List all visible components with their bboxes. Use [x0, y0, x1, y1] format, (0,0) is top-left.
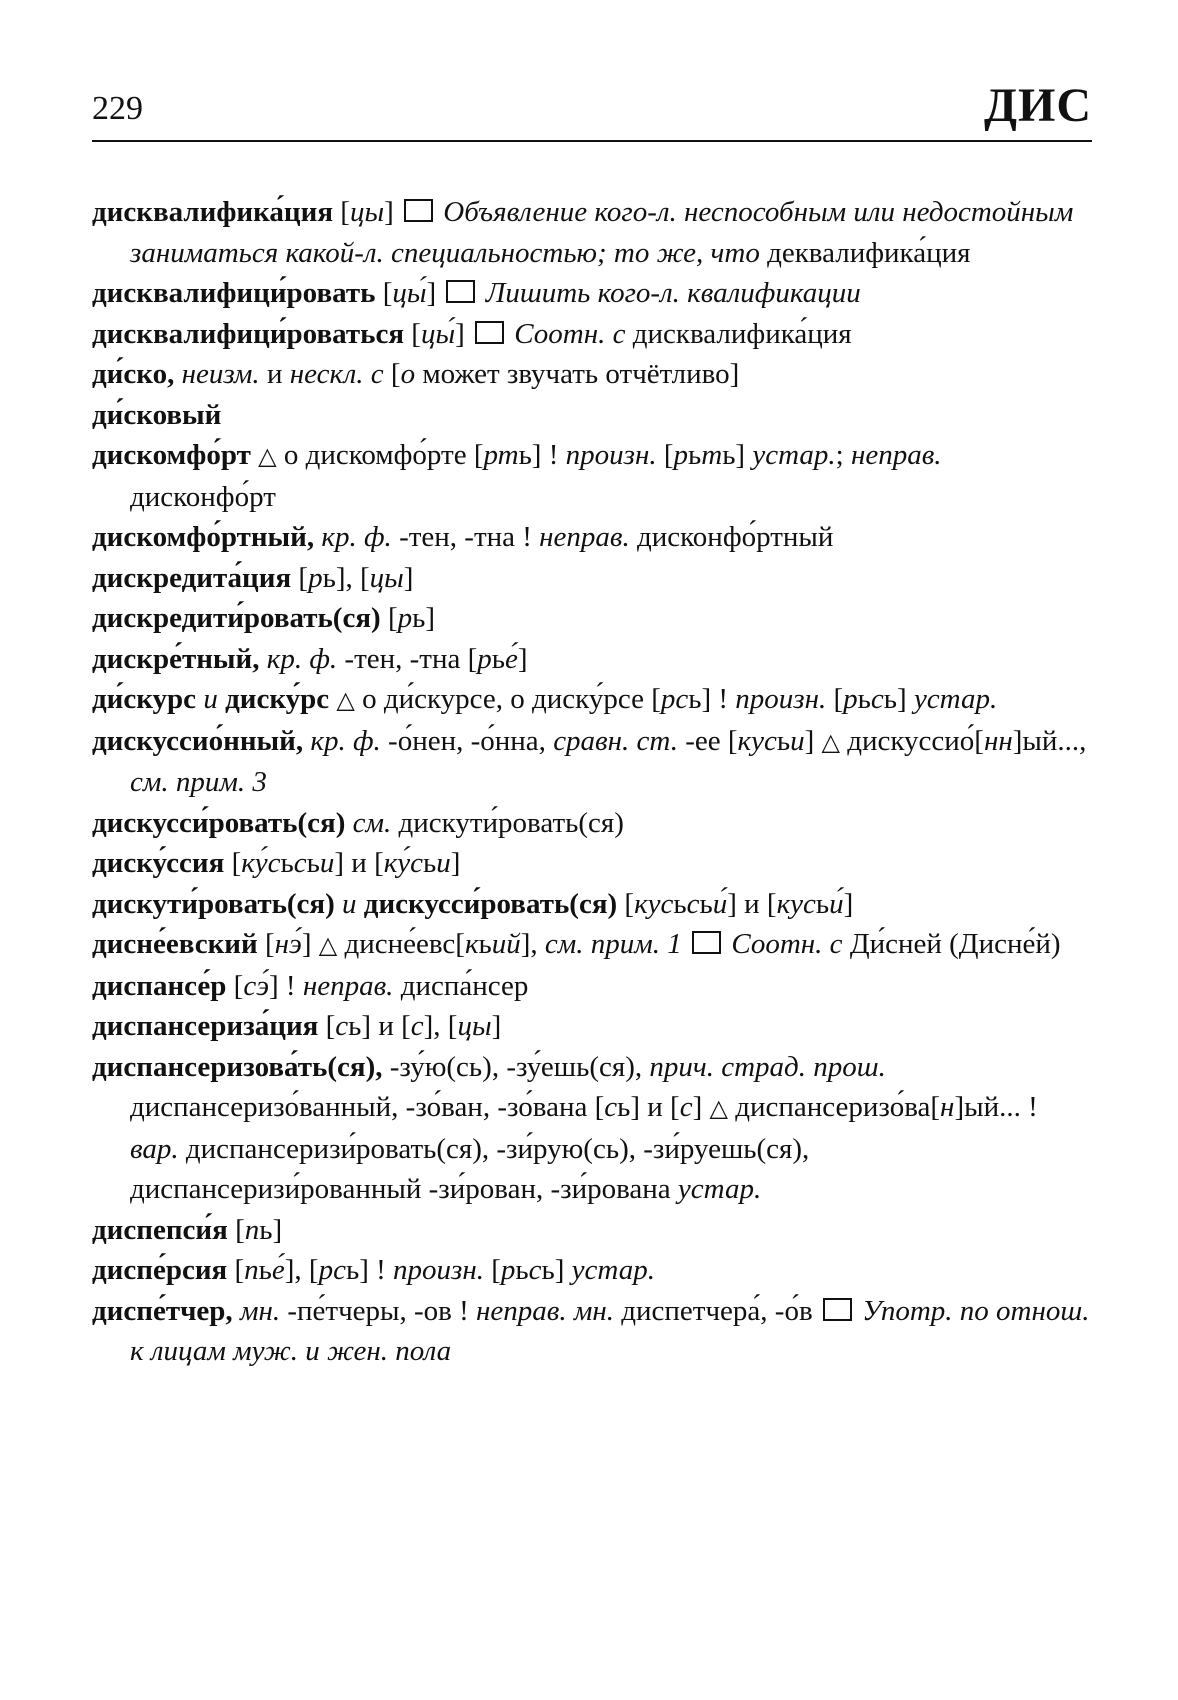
- italic-note: с: [686, 887, 700, 920]
- italic-note: рт: [483, 439, 519, 471]
- headword: диспансериза́ция: [92, 1010, 319, 1042]
- square-icon: [823, 1298, 852, 1321]
- entry-text: [: [617, 887, 635, 920]
- italic-note: кр. ф.: [310, 724, 381, 757]
- italic-note: с: [870, 683, 884, 715]
- entry-text: [335, 888, 342, 920]
- triangle-icon: △: [258, 442, 277, 470]
- dictionary-entry: [92, 273, 1092, 314]
- entry-text: ]ый...,: [1012, 724, 1087, 757]
- entry-text: ]: [450, 847, 461, 879]
- entry-text: ь: [345, 1254, 360, 1286]
- entry-text: ] !: [359, 1254, 394, 1286]
- entry-text: [345, 807, 352, 839]
- dictionary-entry: [92, 1006, 1092, 1047]
- running-head: ДИС: [983, 79, 1092, 132]
- entry-text: ] !: [269, 969, 303, 1002]
- entry-text: [233, 1295, 240, 1327]
- entry-text: [251, 439, 258, 471]
- headword: диспансе́р: [92, 969, 227, 1002]
- headword: диспе́тчер,: [92, 1294, 233, 1327]
- headword: диспепси́я: [92, 1213, 228, 1246]
- italic-note: с: [528, 1254, 542, 1286]
- dictionary-entry: [92, 639, 1092, 680]
- entry-text: ]: [301, 928, 319, 960]
- italic-note: с: [410, 1010, 424, 1042]
- dictionary-entry: [92, 1210, 1092, 1251]
- dictionary-entry: [92, 966, 1092, 1007]
- italic-note: кус: [634, 887, 674, 920]
- italic-note: р: [397, 602, 413, 634]
- dictionary-entry: [92, 314, 1092, 355]
- entry-text: ] и [: [727, 887, 777, 920]
- italic-note: неизм.: [181, 358, 260, 390]
- entry-text: дисконфо́ртный: [629, 521, 834, 553]
- italic-note: устар.: [913, 683, 998, 715]
- italic-note: цы́: [392, 277, 427, 309]
- entry-text: [: [318, 1010, 336, 1042]
- triangle-icon: △: [709, 1094, 728, 1122]
- entry-text: ] !: [701, 683, 736, 715]
- entry-text: -зу́ю(сь), -зу́ешь(ся),: [382, 1050, 650, 1083]
- italic-note: с: [293, 847, 307, 879]
- entry-text: ]: [517, 642, 528, 675]
- entry-text: ] и [: [334, 847, 384, 879]
- headword: дисквалифици́ровать: [92, 277, 376, 309]
- entry-text: ]: [897, 683, 914, 715]
- entry-text: ], [: [284, 1254, 319, 1286]
- entry-text: [: [226, 969, 244, 1002]
- entry-text: ь: [776, 724, 791, 757]
- dictionary-entry: [92, 558, 1092, 599]
- entry-text: ]: [735, 439, 753, 471]
- italic-note: р: [477, 642, 492, 675]
- entry-text: [218, 683, 225, 715]
- entry-text: диспа́нсер: [393, 969, 529, 1002]
- entry-text: ] !: [531, 439, 566, 471]
- italic-note: т: [701, 439, 723, 471]
- entry-text: может звучать отчётливо]: [415, 358, 740, 390]
- triangle-icon: △: [821, 727, 840, 756]
- italic-note: кр. ф.: [266, 642, 338, 675]
- italic-note: Лишить кого-л. квалификации: [485, 277, 861, 309]
- entry-text: дисквалифика́ция: [625, 317, 852, 350]
- italic-note: Соотн. с: [731, 928, 843, 960]
- entry-text: дисконфо́рт: [130, 480, 276, 513]
- italic-note: и: [436, 847, 451, 879]
- entry-text: [478, 277, 485, 309]
- italic-note: сэ́: [243, 969, 269, 1002]
- italic-note: неправ. мн.: [476, 1294, 615, 1327]
- entry-text: деквалифика́ция: [759, 236, 971, 269]
- italic-note: кр. ф.: [321, 521, 392, 553]
- italic-note: см. прим. 1: [544, 928, 682, 960]
- entry-text: ь: [491, 642, 506, 675]
- italic-note: е́: [505, 642, 518, 675]
- italic-note: рс: [660, 683, 689, 715]
- italic-note: к: [464, 928, 479, 960]
- italic-note: ий: [491, 928, 521, 960]
- italic-note: см.: [352, 806, 392, 839]
- italic-note: п: [244, 1254, 259, 1286]
- entry-text: [: [291, 561, 309, 594]
- triangle-icon: △: [318, 931, 338, 959]
- dictionary-entry: [92, 192, 1092, 273]
- entry-text: [: [227, 1213, 245, 1246]
- entry-text: ь: [515, 1254, 529, 1286]
- headword: дисквалифици́роваться: [92, 317, 405, 350]
- dictionary-entry: [92, 354, 1092, 395]
- entry-text: ] и [: [361, 1010, 411, 1042]
- italic-note: кус: [737, 724, 777, 757]
- dictionary-entry: [92, 1250, 1092, 1291]
- square-icon: [692, 931, 721, 954]
- entry-text: ] и [: [630, 1091, 680, 1123]
- entry-text: дискуссио́[: [839, 724, 984, 757]
- entry-text: ь: [322, 561, 336, 594]
- italic-note: ку́с: [241, 847, 281, 879]
- italic-note: р: [500, 1254, 516, 1286]
- dictionary-entry: [92, 435, 1092, 517]
- italic-note: нэ́: [274, 928, 302, 960]
- headword: диску́рс: [225, 683, 330, 715]
- headword: дискуссио́нный,: [92, 724, 304, 757]
- entry-text: [: [224, 847, 242, 879]
- italic-note: о: [400, 358, 416, 390]
- triangle-icon: △: [336, 686, 355, 714]
- entry-text: ь: [478, 928, 492, 960]
- headword: диспансеризова́ть(ся),: [92, 1050, 383, 1083]
- italic-note: Соотн. с: [514, 317, 626, 350]
- dictionary-entry: [92, 884, 1092, 925]
- italic-note: Употр. по отнош. к лицам муж. и жен. пола: [130, 1294, 1090, 1367]
- entry-text: [260, 643, 267, 675]
- square-icon: [475, 321, 504, 344]
- entry-text: дисне́евс[: [337, 928, 465, 960]
- entry-text: -о́нен, -о́нна,: [380, 724, 554, 757]
- headword: ди́ско,: [92, 358, 175, 390]
- italic-note: нескл. с: [289, 358, 384, 390]
- dictionary-entry: [92, 803, 1092, 844]
- entry-text: [: [380, 602, 398, 634]
- entry-text: Ди́сней (Дисне́й): [842, 928, 1061, 960]
- entry-text: ]: [491, 1010, 502, 1042]
- headword: диспе́рсия: [92, 1254, 228, 1286]
- entry-text: дискути́ровать(ся): [391, 806, 624, 839]
- italic-note: р: [843, 683, 858, 715]
- italic-note: неправ.: [302, 969, 394, 1002]
- italic-note: устар.: [752, 439, 836, 471]
- italic-note: нн: [983, 724, 1013, 757]
- italic-note: цы́: [420, 317, 456, 350]
- headword: дисне́евский: [92, 928, 258, 960]
- entry-text: ], [: [335, 561, 370, 594]
- page-header: [92, 78, 1092, 138]
- entry-text: ]ый... !: [954, 1091, 1038, 1123]
- italic-note: с: [335, 1010, 349, 1042]
- italic-note: п: [244, 1213, 260, 1246]
- headword: дискре́тный,: [92, 642, 260, 675]
- entry-text: ;: [835, 439, 851, 471]
- italic-note: прич. страд. прош.: [649, 1050, 886, 1083]
- entry-text: ь: [518, 439, 532, 471]
- dictionary-entry: [92, 598, 1092, 639]
- italic-note: сравн. ст.: [553, 724, 678, 757]
- dictionary-entry: [92, 679, 1092, 721]
- entry-text: о ди́скурсе, о диску́рсе [: [354, 683, 661, 715]
- italic-note: кус: [776, 887, 816, 920]
- dictionary-entry: [92, 395, 1092, 436]
- italic-note: устар.: [677, 1173, 762, 1205]
- entry-text: -ее [: [677, 724, 738, 757]
- entry-text: ]: [455, 317, 472, 350]
- entry-text: ]: [272, 1213, 283, 1246]
- italic-note: мн.: [239, 1294, 281, 1327]
- italic-note: цы: [369, 561, 404, 594]
- entry-text: о дискомфо́рте [: [276, 439, 484, 471]
- entry-text: ],: [520, 928, 545, 960]
- entry-text: [: [375, 277, 393, 309]
- headword: дискомфо́рт: [92, 439, 251, 471]
- entry-text: [: [257, 928, 275, 960]
- entry-text: ]: [804, 724, 822, 757]
- italic-note: и: [790, 724, 805, 757]
- entry-text: [: [333, 196, 350, 228]
- entry-text: ь: [412, 602, 426, 634]
- italic-note: с: [604, 1091, 618, 1123]
- entry-text: ь: [617, 1091, 631, 1123]
- entry-text: ь: [423, 847, 437, 879]
- dictionary-entry: [92, 1047, 1092, 1210]
- italic-note: Объявление кого-л. неспособным или недостойным заниматься какой-л. специальностью; то же, что: [130, 196, 1074, 269]
- dictionary-entry: [92, 924, 1092, 966]
- entry-text: -пе́тчеры, -ов !: [280, 1294, 477, 1327]
- entry-text: ь: [306, 847, 320, 879]
- italic-note: см. прим. 3: [130, 766, 267, 798]
- entry-text: -тен, -тна [: [337, 642, 478, 675]
- italic-note: ку́с: [383, 847, 424, 879]
- entry-text: [: [656, 439, 674, 471]
- entry-text: ь: [815, 887, 830, 920]
- square-icon: [404, 199, 433, 222]
- entry-text: [: [826, 683, 844, 715]
- entry-text: ь: [348, 1010, 362, 1042]
- headword: дискути́ровать(ся): [92, 887, 335, 920]
- headword: дискусси́ровать(ся): [92, 806, 346, 839]
- italic-note: н: [940, 1091, 955, 1123]
- entry-text: ь: [699, 887, 713, 920]
- italic-note: цы: [457, 1010, 492, 1042]
- entry-text: ь: [541, 1254, 555, 1286]
- italic-note: цы: [349, 196, 385, 228]
- entry-text: диспансеризо́ва[: [727, 1091, 941, 1123]
- dictionary-entry: [92, 721, 1092, 803]
- entry-text: ]: [692, 1091, 710, 1123]
- entry-text: ]: [843, 887, 854, 920]
- dictionary-entries: [92, 192, 1092, 1372]
- entry-text: диспансеризи́ровать(ся), -зи́рую(сь), -зи́руешь(ся), диспансеризи́рованный -зи́рован, -зи́рована: [130, 1132, 810, 1205]
- italic-note: произн.: [565, 439, 657, 471]
- italic-note: и́: [712, 887, 728, 920]
- headword: дискомфо́ртный,: [92, 521, 315, 553]
- italic-note: и: [203, 683, 218, 715]
- entry-text: ь: [857, 683, 871, 715]
- italic-note: неправ.: [539, 521, 630, 553]
- entry-text: ь: [280, 847, 294, 879]
- entry-text: ь: [688, 439, 702, 471]
- entry-text: [: [227, 1254, 245, 1286]
- entry-text: [174, 358, 181, 390]
- headword: ди́сковый: [92, 398, 222, 431]
- entry-text: ь: [259, 1213, 273, 1246]
- italic-note: с: [679, 1091, 693, 1123]
- italic-note: и: [342, 887, 357, 920]
- entry-text: ь: [722, 439, 736, 471]
- entry-text: ь: [258, 1254, 272, 1286]
- headword: дискредита́ция: [92, 561, 292, 594]
- entry-text: ь: [688, 683, 702, 715]
- italic-note: рс: [318, 1254, 346, 1286]
- italic-note: произн.: [735, 683, 827, 715]
- square-icon: [446, 280, 475, 303]
- entry-text: диспансеризо́ванный, -зо́ван, -зо́вана [: [130, 1091, 605, 1123]
- italic-note: р: [308, 561, 323, 594]
- headword: ди́скурс: [92, 683, 197, 715]
- entry-text: ]: [403, 561, 414, 594]
- italic-note: произн.: [393, 1254, 484, 1286]
- headword: дискредити́ровать(ся): [92, 602, 381, 634]
- entry-text: [: [404, 317, 421, 350]
- entry-text: ]: [554, 1254, 572, 1286]
- entry-text: ]: [425, 602, 436, 634]
- headword: диску́ссия: [92, 847, 225, 879]
- entry-text: [682, 928, 689, 960]
- entry-text: [357, 888, 364, 920]
- entry-text: ]: [384, 196, 401, 228]
- entry-text: ]: [426, 277, 444, 309]
- page-number: 229: [92, 90, 143, 127]
- entry-text: [: [383, 358, 401, 390]
- dictionary-entry: [92, 843, 1092, 884]
- entry-text: ь: [883, 683, 898, 715]
- entry-text: -тен, -тна !: [391, 521, 540, 553]
- entry-text: и: [259, 358, 290, 390]
- entry-text: диспетчера́, -о́в: [614, 1294, 820, 1327]
- headword: дискусси́ровать(ся): [363, 887, 618, 920]
- dictionary-entry: [92, 517, 1092, 558]
- italic-note: р: [673, 439, 688, 471]
- italic-note: вар.: [130, 1132, 179, 1165]
- italic-note: и: [319, 847, 335, 879]
- headword: дисквалифика́ция: [92, 196, 334, 228]
- entry-text: ], [: [423, 1010, 458, 1042]
- entry-text: [: [483, 1254, 501, 1286]
- entry-text: ь: [673, 887, 687, 920]
- dictionary-entry: [92, 1291, 1092, 1372]
- italic-note: неправ.: [850, 439, 942, 471]
- italic-note: устар.: [571, 1254, 655, 1286]
- header-rule: [92, 140, 1092, 142]
- italic-note: е́: [271, 1254, 285, 1286]
- italic-note: и́: [829, 887, 844, 920]
